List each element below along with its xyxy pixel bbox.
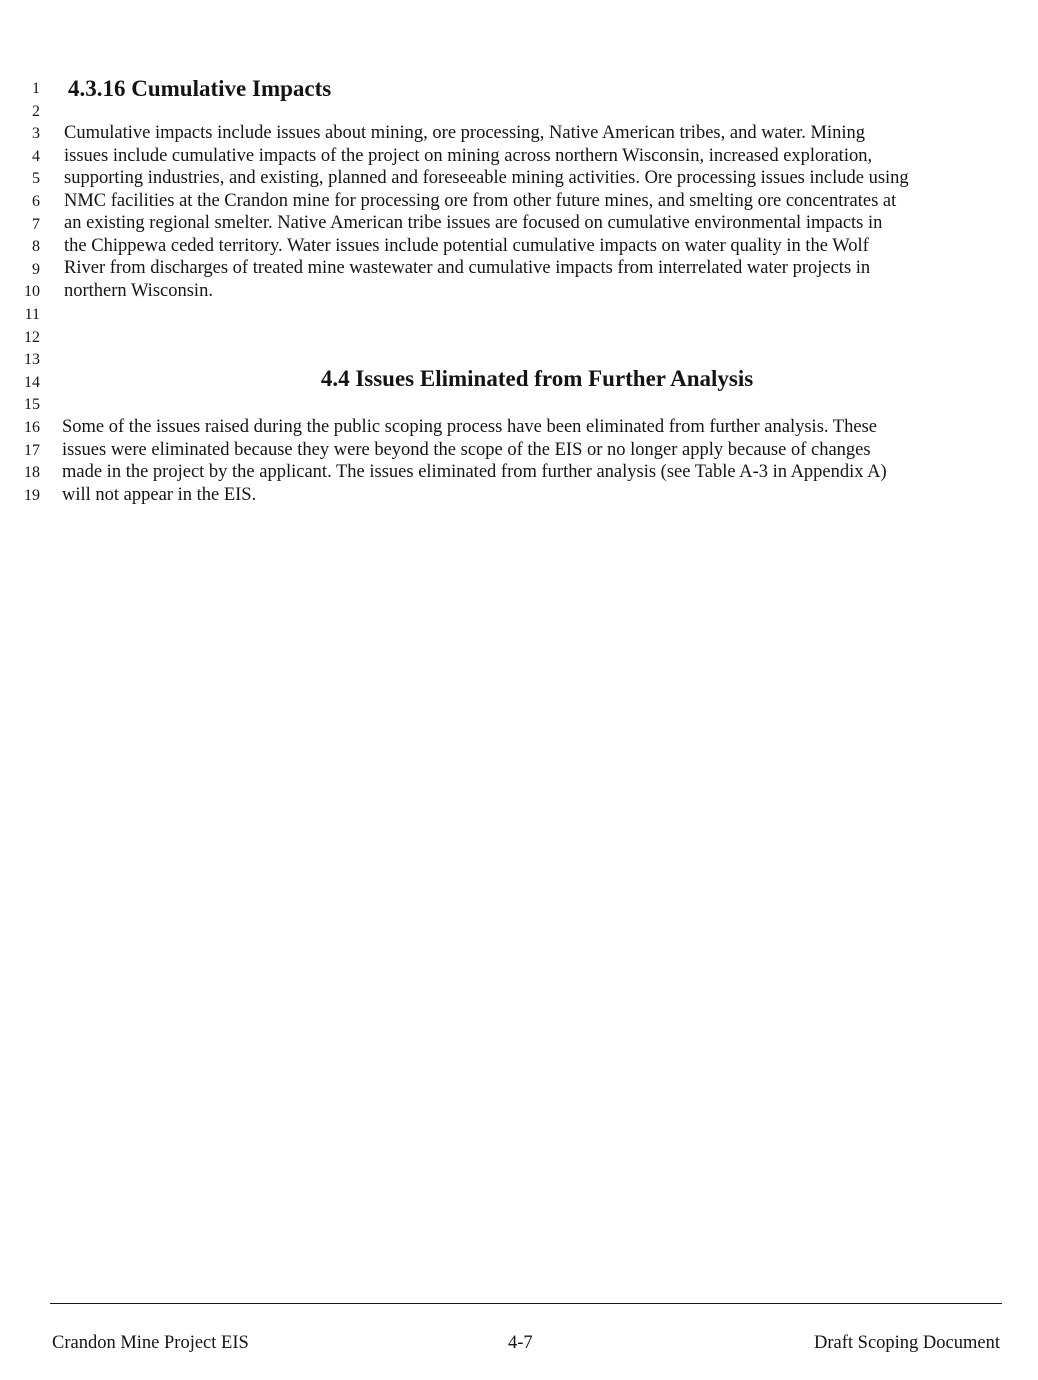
line-number: 4: [32, 147, 40, 165]
line-number: 6: [32, 193, 40, 210]
paragraph-line: NMC facilities at the Crandon mine for processing ore from other future mines, and smelting ore concentrates at: [64, 190, 897, 211]
paragraph-line: issues include cumulative impacts of the project on mining across northern Wisconsin, increased exploration,: [64, 145, 873, 166]
footer-document-title: Crandon Mine Project EIS: [52, 1333, 249, 1353]
line-number: 1: [32, 80, 40, 97]
line-number: 16: [24, 419, 40, 436]
paragraph-line: northern Wisconsin.: [64, 280, 213, 301]
line-number: 8: [32, 238, 40, 256]
line-number: 5: [32, 170, 40, 188]
line-number: 15: [24, 396, 40, 414]
line-number: 11: [24, 306, 40, 323]
line-number: 7: [32, 215, 40, 233]
paragraph-line: Some of the issues raised during the public scoping process have been eliminated from further analysis. These: [62, 417, 877, 437]
line-number: 9: [32, 260, 40, 278]
section-heading-cumulative-impacts: 4.3.16 Cumulative Impacts: [68, 76, 332, 101]
paragraph-line: issues were eliminated because they were beyond the scope of the EIS or no longer apply because of changes: [62, 439, 871, 460]
paragraph-line: supporting industries, and existing, planned and foreseeable mining activities. Ore processing issues include using: [64, 168, 909, 188]
line-number: 12: [24, 328, 40, 346]
paragraph-line: will not appear in the EIS.: [62, 484, 257, 505]
line-number: 2: [32, 102, 40, 120]
section-heading-issues-eliminated: 4.4 Issues Eliminated from Further Analysis: [320, 366, 754, 391]
line-number: 14: [24, 373, 40, 391]
line-number: 10: [24, 283, 40, 301]
line-number: 13: [24, 351, 40, 369]
footer-document-type: Draft Scoping Document: [814, 1333, 1000, 1353]
footer-page-number: 4-7: [508, 1333, 533, 1353]
paragraph-line: the Chippewa ceded territory. Water issues include potential cumulative impacts on water quality in the Wolf: [64, 235, 869, 256]
paragraph-line: made in the project by the applicant. The issues eliminated from further analysis (see Table A-3 in Appendix A): [62, 462, 887, 482]
footer-divider: [50, 1303, 1002, 1304]
paragraph-line: an existing regional smelter. Native American tribe issues are focused on cumulative environmental impacts in: [64, 213, 883, 233]
paragraph-line: River from discharges of treated mine wastewater and cumulative impacts from interrelated water projects in: [64, 258, 871, 278]
line-number: 3: [32, 125, 40, 143]
paragraph-line: Cumulative impacts include issues about mining, ore processing, Native American tribes, and water. Mining: [64, 123, 865, 143]
line-number: 17: [24, 441, 40, 459]
paragraph-issues-eliminated: [62, 416, 1008, 506]
paragraph-cumulative-impacts: [64, 122, 1010, 302]
line-number: 18: [24, 464, 40, 482]
line-number: 19: [24, 486, 40, 504]
